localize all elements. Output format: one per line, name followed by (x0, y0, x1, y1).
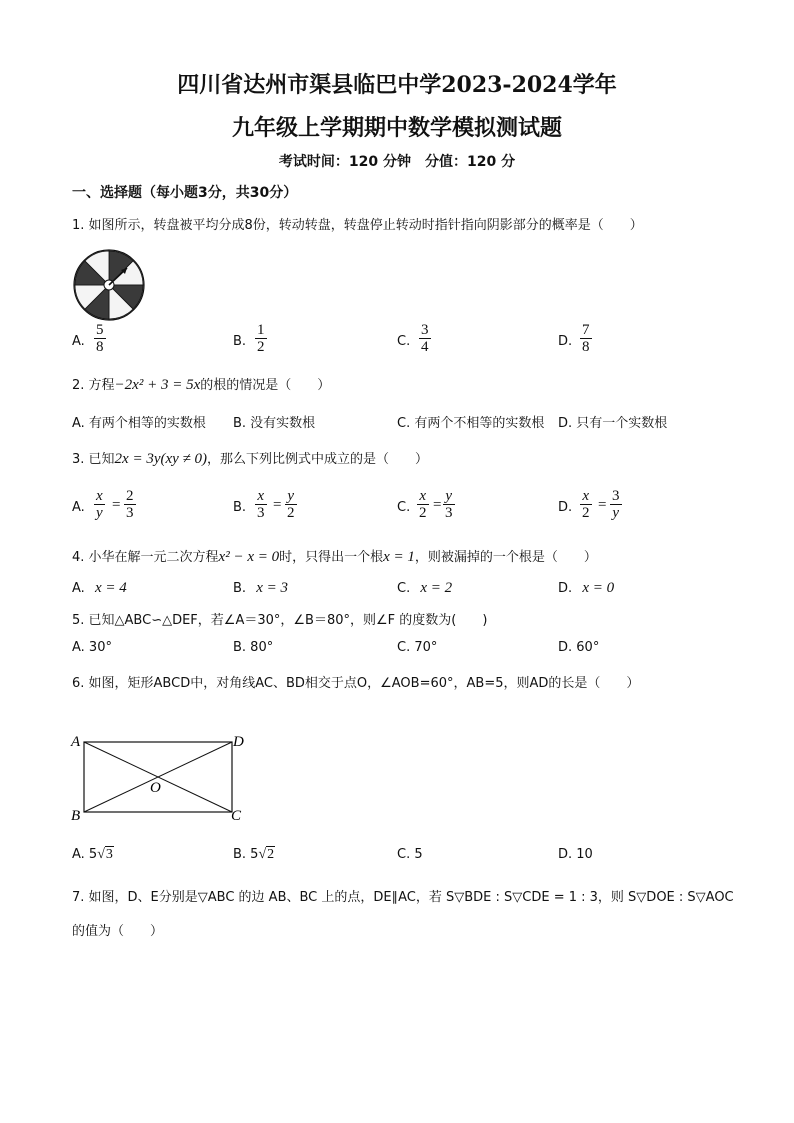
question-3-text: 3. 已知2x = 3y(xy ≠ 0)，那么下列比例式中成立的是（ ） (72, 451, 429, 467)
q4-option-d[interactable]: D. x = 0 (558, 580, 615, 596)
q4-option-b[interactable]: B. x = 3 (233, 580, 289, 596)
question-6-text: 6. 如图，矩形ABCD中，对角线AC、BD相交于点O，∠AOB=60°，AB=5，则AD的长是（ ） (72, 676, 640, 691)
section-heading: 一、选择题（每小题3分，共30分） (72, 185, 298, 201)
q5-option-a[interactable]: A. 30° (72, 640, 112, 655)
equation: x² − x = 0 (218, 549, 280, 565)
question-1-text: 1. 如图所示，转盘被平均分成8份，转动转盘，转盘停止转动时指针指向阴影部分的概率是（ ） (72, 218, 643, 233)
label-c: C (231, 808, 242, 824)
q2-option-a[interactable]: A. 有两个相等的实数根 (72, 416, 206, 431)
q6-option-d[interactable]: D. 10 (558, 847, 593, 862)
question-7-text: 7. 如图，D、E分别是▽ABC 的边 AB、BC 上的点，DE∥AC，若 S▽BDE : S▽CDE = 1 : 3，则 S▽DOE : S▽AOC (72, 890, 734, 905)
question-7-text-cont: 的值为（ ） (72, 924, 164, 939)
label-b: B (71, 808, 81, 824)
condition: 2x = 3y(xy ≠ 0) (114, 451, 208, 467)
label-d: D (233, 734, 244, 750)
fraction: $\frac{1}{2}$ (257, 322, 265, 355)
spinner-figure (72, 248, 146, 322)
question-4-text: 4. 小华在解一元二次方程x² − x = 0时，只得出一个根x = 1，则被漏掉的一个根是（ ） (72, 549, 597, 565)
question-5-text: 5. 已知△ABC∽△DEF，若∠A＝30°，∠B＝80°，则∠F 的度数为( ) (72, 613, 488, 628)
exam-info: 考试时间：120 分钟 分值：120 分 (278, 154, 516, 170)
q4-option-a[interactable]: A. x = 4 (72, 580, 127, 596)
q2-option-d[interactable]: D. 只有一个实数根 (558, 416, 668, 431)
q4-option-c[interactable]: C. x = 2 (397, 580, 453, 596)
question-2-text: 2. 方程−2x² + 3 = 5x的根的情况是（ ） (72, 377, 331, 393)
q2-option-c[interactable]: C. 有两个不相等的实数根 (397, 416, 545, 431)
q5-option-c[interactable]: C. 70° (397, 640, 438, 655)
q5-option-d[interactable]: D. 60° (558, 640, 600, 655)
label-a: A (71, 734, 81, 750)
fraction: $\frac{7}{8}$ (582, 322, 590, 355)
document-title-line1: 四川省达州市渠县临巴中学2023-2024学年 (177, 72, 617, 98)
q2-option-b[interactable]: B. 没有实数根 (233, 416, 316, 431)
rectangle-figure (66, 728, 256, 828)
known-root: x = 1 (383, 549, 415, 565)
fraction: $\frac{3}{4}$ (421, 322, 429, 355)
document-title-line2: 九年级上学期期中数学模拟测试题 (231, 115, 562, 141)
fraction: $\frac{5}{8}$ (96, 322, 104, 355)
q5-option-b[interactable]: B. 80° (233, 640, 274, 655)
q6-option-c[interactable]: C. 5 (397, 847, 423, 862)
label-o: O (150, 780, 161, 796)
q6-option-b[interactable]: B. 5√2 (233, 847, 275, 862)
equation: −2x² + 3 = 5x (114, 377, 201, 393)
q6-option-a[interactable]: A. 5√3 (72, 847, 113, 862)
